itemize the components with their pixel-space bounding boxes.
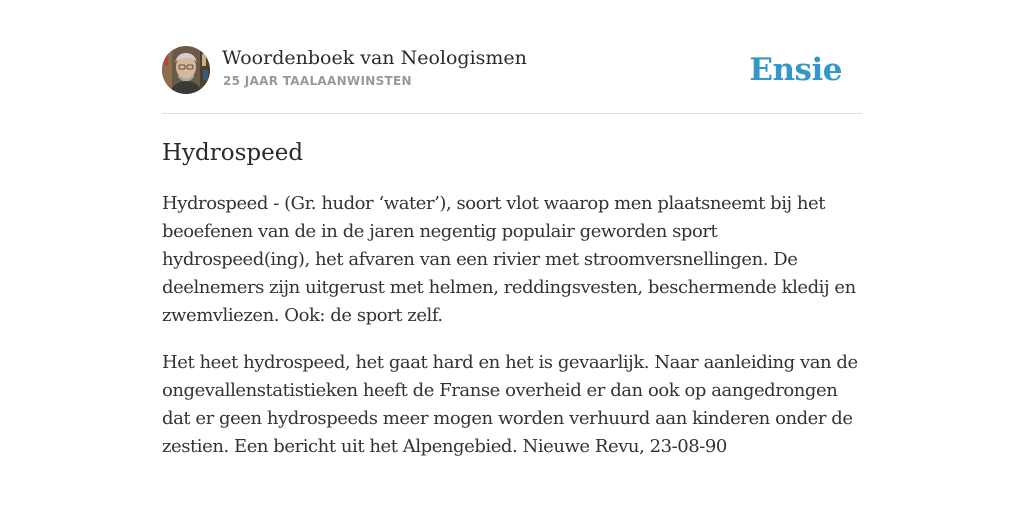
entry-card <box>162 46 862 457</box>
avatar[interactable] <box>162 46 210 94</box>
brand-logo[interactable]: Ensie <box>749 52 842 88</box>
site-subtitle: 25 JAAR TAALAANWINSTEN <box>223 74 412 88</box>
site-title[interactable]: Woordenboek van Neologismen <box>222 47 527 69</box>
entry-title: Hydrospeed <box>162 140 304 166</box>
author-portrait-icon <box>162 46 210 94</box>
entry-citation: Het heet hydrospeed, het gaat hard en het is gevaarlijk. Naar aanleiding van de ongevallenstatistieken heeft de Franse overheid er dan ook op aangedrongen dat er geen hydrospeeds meer mogen worden verhuurd aan kinderen onder de zestien. Een bericht uit het Alpengebied. Nieuwe Revu, 23-08-90 <box>162 352 858 457</box>
divider <box>162 113 862 114</box>
entry-definition: Hydrospeed - (Gr. hudor ‘water’), soort vlot waarop men plaatsneemt bij het beoefenen van de in de jaren negentig populair geworden sport hydrospeed(ing), het afvaren van een rivier met stroomversnellingen. De deelnemers zijn uitgerust met helmen, reddingsvesten, beschermende kledij en zwemvliezen. Ook: de sport zelf. <box>162 193 856 326</box>
header <box>162 46 862 96</box>
